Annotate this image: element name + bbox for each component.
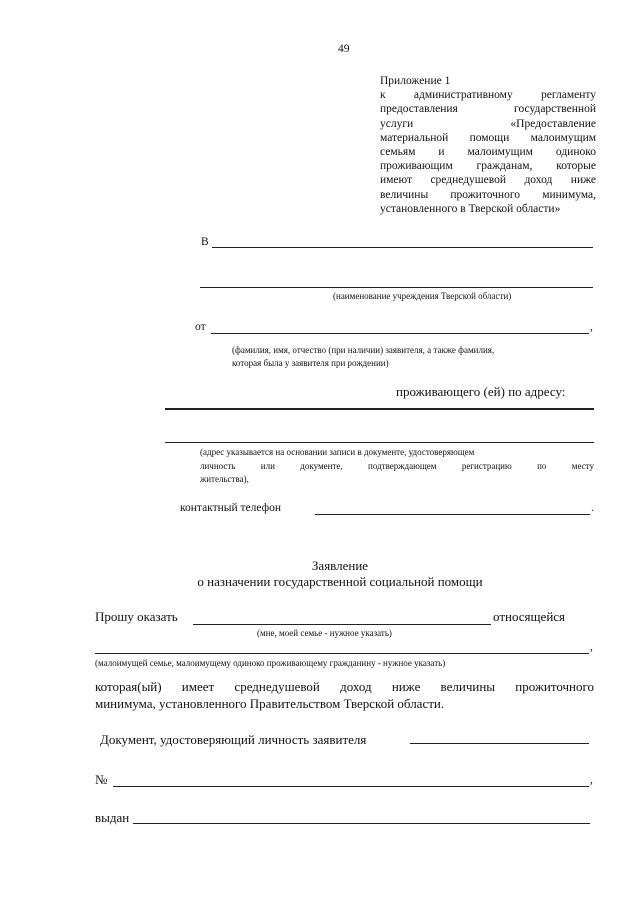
address-field-line-1[interactable] [165, 408, 594, 410]
line2-caption: (малоимущей семье, малоимущему одиноко проживающему гражданину - нужное указать) [95, 658, 446, 668]
institution-field-line-1[interactable] [212, 247, 593, 248]
line2-suffix: , [590, 641, 593, 653]
body-line-1-text: которая(ый) имеет среднедушевой доход ниже величины прожиточного [95, 679, 594, 694]
address-caption-2 [200, 461, 594, 471]
body-line-2: минимума, установленного Правительством Тверской области. [95, 696, 445, 711]
appendix-line: величины прожиточного минимума, [380, 188, 596, 201]
residing-label: проживающего (ей) по адресу: [396, 384, 566, 399]
from-prefix: от [195, 321, 206, 333]
issued-field[interactable] [133, 823, 590, 824]
appendix-line: к административному регламенту [380, 89, 596, 102]
phone-field[interactable] [315, 514, 590, 515]
issued-label: выдан [95, 810, 130, 825]
appendix-block [380, 74, 596, 216]
page-number: 49 [338, 43, 350, 55]
id-doc-field[interactable] [410, 743, 589, 744]
address-field-line-2[interactable] [165, 442, 594, 443]
recipient-type-field[interactable] [95, 653, 589, 654]
appendix-line: имеют среднедушевой доход ниже [380, 174, 596, 187]
address-caption-3: жительства), [200, 474, 249, 484]
applicant-caption-2: которая была у заявителя при рождении) [232, 358, 389, 368]
statement-title: Заявление [311, 558, 369, 573]
address-caption-2-text: личность или документе, подтверждающем регистрацию по месту [200, 461, 594, 471]
institution-caption: (наименование учреждения Тверской области) [333, 291, 512, 301]
appendix-line: Приложение 1 [380, 75, 451, 87]
number-field[interactable] [113, 786, 589, 787]
from-suffix: , [590, 321, 593, 333]
request-suffix: относящейся [493, 609, 566, 624]
applicant-name-field[interactable] [211, 333, 589, 334]
appendix-line: установленного в Тверской области» [380, 202, 561, 215]
request-caption: (мне, моей семье - нужное указать) [257, 628, 392, 638]
request-prefix: Прошу оказать [95, 609, 178, 624]
body-line-1 [95, 679, 594, 695]
appendix-line: материальной помощи малоимущим [380, 131, 596, 144]
appendix-line: семьям и малоимущим одиноко [380, 146, 596, 159]
number-label: № [95, 772, 108, 787]
phone-suffix: . [591, 502, 594, 514]
appendix-line: услуги «Предоставление [380, 117, 596, 130]
applicant-caption-1: (фамилия, имя, отчество (при наличии) заявителя, а также фамилия, [232, 345, 495, 355]
id-doc-label: Документ, удостоверяющий личность заявителя [100, 732, 367, 747]
phone-label: контактный телефон [180, 502, 282, 514]
number-suffix: , [590, 774, 593, 786]
appendix-line: предоставления государственной [380, 103, 596, 116]
to-prefix: В [201, 236, 209, 248]
request-field[interactable] [193, 624, 491, 625]
address-caption-1: (адрес указывается на основании записи в документе, удостоверяющем [200, 447, 475, 457]
appendix-line: проживающим гражданам, которые [380, 160, 596, 173]
institution-field-line-2[interactable] [200, 287, 593, 288]
statement-subtitle: о назначении государственной социальной помощи [197, 574, 483, 589]
